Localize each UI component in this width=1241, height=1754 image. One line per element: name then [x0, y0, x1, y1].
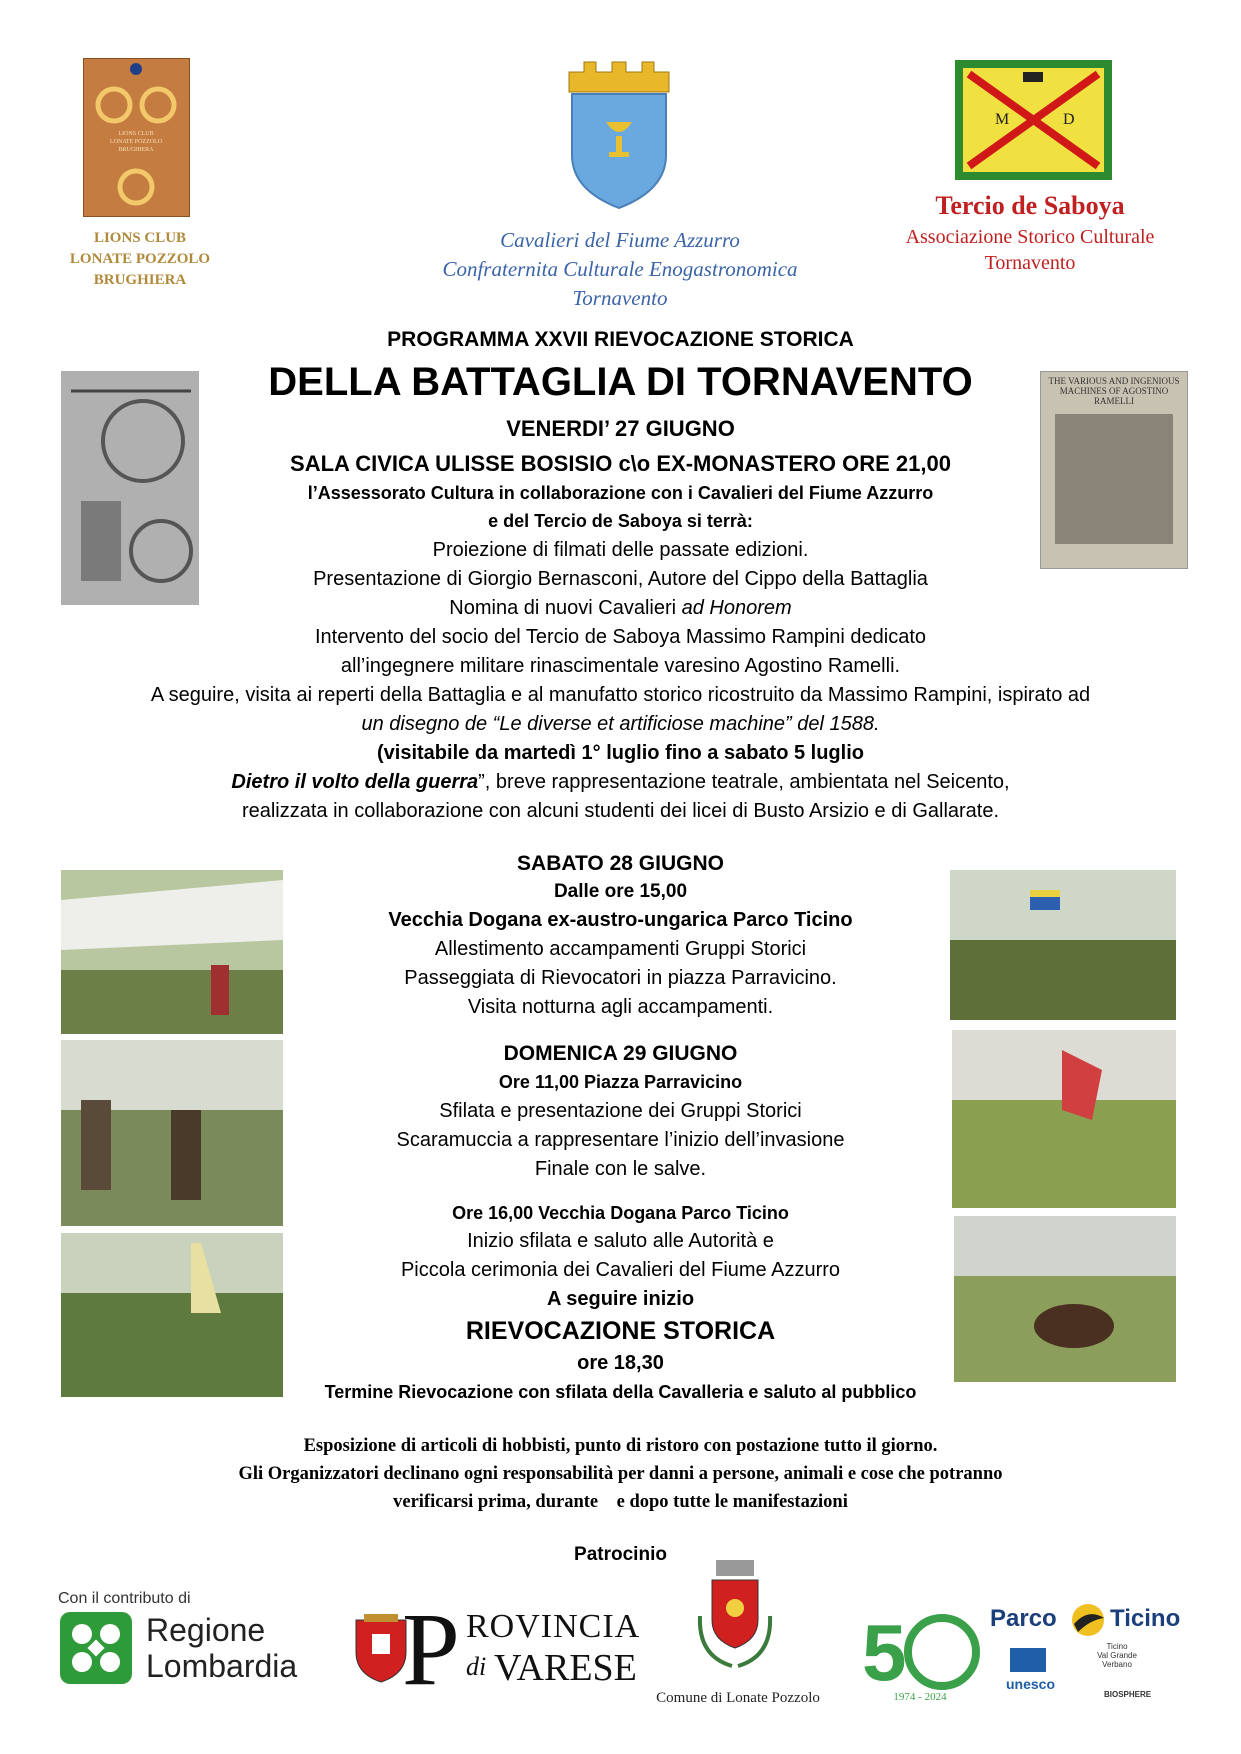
domenica-line-6: A seguire inizio: [546, 1288, 695, 1310]
play-title: Dietro il volto della guerra: [231, 771, 479, 793]
regione-word: Regione: [146, 1612, 266, 1648]
cavalieri-line-1: Cavalieri del Fiume Azzurro: [500, 228, 740, 252]
venerdi-line-8: (visitabile da martedì 1° luglio fino a sabato 5 luglio: [377, 742, 864, 764]
sabato-time: Dalle ore 15,00: [553, 881, 688, 902]
tercio-line-1: Associazione Storico Culturale: [905, 226, 1155, 248]
contributo-label: Con il contributo di: [58, 1590, 191, 1607]
venerdi-line-10: realizzata in collaborazione con alcuni studenti dei licei di Busto Arsizio e di Gallarate.: [241, 800, 1000, 822]
lions-logo-line-1: LIONS CLUB: [118, 131, 154, 137]
venerdi-line-2: Presentazione di Giorgio Bernasconi, Autore del Cippo della Battaglia: [313, 568, 928, 590]
regione-lombardia-name: [146, 1612, 297, 1684]
lions-line-2: LONATE POZZOLO: [69, 251, 211, 267]
tercio-title: Tercio de Saboya: [935, 191, 1125, 220]
lions-club-logo: [83, 58, 190, 217]
provincia-p-letter: P: [402, 1592, 460, 1707]
play-description: ”, breve rappresentazione teatrale, ambientata nel Seicento,: [478, 771, 1010, 793]
venerdi-line-6: A seguire, visita ai reperti della Battaglia e al manufatto storico ricostruito da Massimo Rampini, ispirato ad: [150, 684, 1091, 706]
venerdi-intro-2: e del Tercio de Saboya si terrà:: [488, 511, 753, 531]
domenica-date: DOMENICA 29 GIUGNO: [503, 1042, 738, 1065]
parco-word: Parco: [990, 1605, 1057, 1632]
patrocinio-label: Patrocinio: [574, 1544, 667, 1565]
flag-letter-d: D: [1063, 111, 1075, 128]
comune-crest-icon: [692, 1556, 778, 1682]
provincia-word: ROVINCIA: [466, 1608, 641, 1645]
biosphere-label: BIOSPHERE: [1104, 1690, 1152, 1699]
domenica-line-9: Termine Rievocazione con sfilata della Cavalleria e saluto al pubblico: [324, 1382, 917, 1402]
mab-valgrande: Val Grande: [1097, 1651, 1137, 1660]
cavalieri-line-3: Tornavento: [572, 286, 668, 310]
sabato-date: SABATO 28 GIUGNO: [517, 852, 724, 875]
tercio-flag-logo: [955, 60, 1112, 180]
domenica-line-4: Inizio sfilata e saluto alle Autorità e: [467, 1230, 774, 1252]
note-line-3: verificarsi prima, durante e dopo tutte le manifestazioni: [393, 1492, 848, 1512]
venerdi-line-4: Intervento del socio del Tercio de Saboya Massimo Rampini dedicato: [314, 626, 927, 648]
svg-text:5: 5: [862, 1608, 907, 1697]
domenica-time: Ore 11,00 Piazza Parravicino: [498, 1072, 743, 1092]
lombardia-word: Lombardia: [146, 1648, 298, 1684]
domenica-line-1: Sfilata e presentazione dei Gruppi Storici: [439, 1100, 802, 1122]
lions-line-3: BRUGHIERA: [93, 272, 187, 288]
regione-lombardia-icon: [60, 1612, 132, 1684]
sabato-line-1: Allestimento accampamenti Gruppi Storici: [434, 938, 807, 960]
venerdi-place: SALA CIVICA ULISSE BOSISIO c\o EX-MONASTERO ORE 21,00: [290, 451, 951, 476]
domenica-pm-time: Ore 16,00 Vecchia Dogana Parco Ticino: [452, 1203, 789, 1223]
unesco-icon: [1010, 1648, 1046, 1672]
venerdi-date: VENERDI’ 27 GIUGNO: [506, 416, 735, 441]
venerdi-line-5: all’ingegnere militare rinascimentale varesino Agostino Ramelli.: [340, 655, 901, 677]
mab-verbano: Verbano: [1102, 1660, 1132, 1669]
provincia-varese: VARESE: [494, 1647, 637, 1689]
lions-club-name: [40, 228, 240, 291]
venerdi-line-1: Proiezione di filmati delle passate edizioni.: [432, 539, 809, 561]
unesco-label: unesco: [1006, 1676, 1056, 1692]
rievocazione-heading: RIEVOCAZIONE STORICA: [465, 1317, 776, 1345]
venerdi-line-9: [0, 768, 1241, 797]
sabato-place: Vecchia Dogana ex-austro-ungarica Parco Ticino: [388, 909, 853, 931]
note-line-2: Gli Organizzatori declinano ogni responsabilità per danni a persone, animali e cose che potranno: [238, 1464, 1003, 1484]
lions-logo-line-3: BRUGHIERA: [118, 147, 154, 153]
domenica-line-5: Piccola cerimonia dei Cavalieri del Fiume Azzurro: [400, 1259, 841, 1281]
book-cover-title: THE VARIOUS AND INGENIOUS MACHINES OF AGOSTINO RAMELLI: [1048, 376, 1180, 406]
flag-letter-m: M: [995, 111, 1010, 128]
cavalieri-name: [380, 226, 860, 313]
tercio-line-2: Tornavento: [984, 252, 1076, 274]
ticino-word: Ticino: [1110, 1605, 1181, 1632]
ad-honorem-text: ad Honorem: [681, 597, 792, 619]
parco-ticino-bird-icon: [1066, 1602, 1110, 1638]
venerdi-line-3-text: Nomina di nuovi Cavalieri: [449, 597, 682, 619]
note-line-1: Esposizione di articoli di hobbisti, punto di ristoro con postazione tutto il giorno.: [303, 1436, 938, 1456]
cavalieri-line-2: Confraternita Culturale Enogastronomica: [442, 257, 798, 281]
mab-label: [1082, 1642, 1152, 1669]
comune-name: Comune di Lonate Pozzolo: [656, 1690, 820, 1706]
page-title: DELLA BATTAGLIA DI TORNAVENTO: [268, 360, 973, 404]
lions-line-1: LIONS CLUB: [93, 230, 187, 246]
provincia-di: di: [466, 1652, 487, 1681]
anniversary-years: 1974 - 2024: [893, 1691, 947, 1703]
programma-heading: PROGRAMMA XXVII RIEVOCAZIONE STORICA: [387, 328, 854, 351]
lions-logo-line-2: LONATE POZZOLO: [109, 139, 163, 145]
mab-ticino: Ticino: [1106, 1642, 1128, 1651]
domenica-line-8: ore 18,30: [577, 1352, 664, 1374]
venerdi-line-3: [0, 594, 1241, 623]
domenica-line-3: Finale con le salve.: [534, 1158, 707, 1180]
tercio-subtitle: [880, 224, 1180, 276]
sabato-line-3: Visita notturna agli accampamenti.: [467, 996, 774, 1018]
venerdi-intro-1: l’Assessorato Cultura in collaborazione con i Cavalieri del Fiume Azzurro: [307, 483, 934, 503]
cavalieri-shield-logo: [564, 60, 674, 210]
domenica-line-2: Scaramuccia a rappresentare l’inizio dell’invasione: [396, 1129, 845, 1151]
anniversary-50-logo: [860, 1600, 980, 1704]
sabato-line-2: Passeggiata di Rievocatori in piazza Parravicino.: [404, 967, 837, 989]
venerdi-line-7: un disegno de “Le diverse et artificiose machine” del 1588.: [361, 713, 880, 735]
